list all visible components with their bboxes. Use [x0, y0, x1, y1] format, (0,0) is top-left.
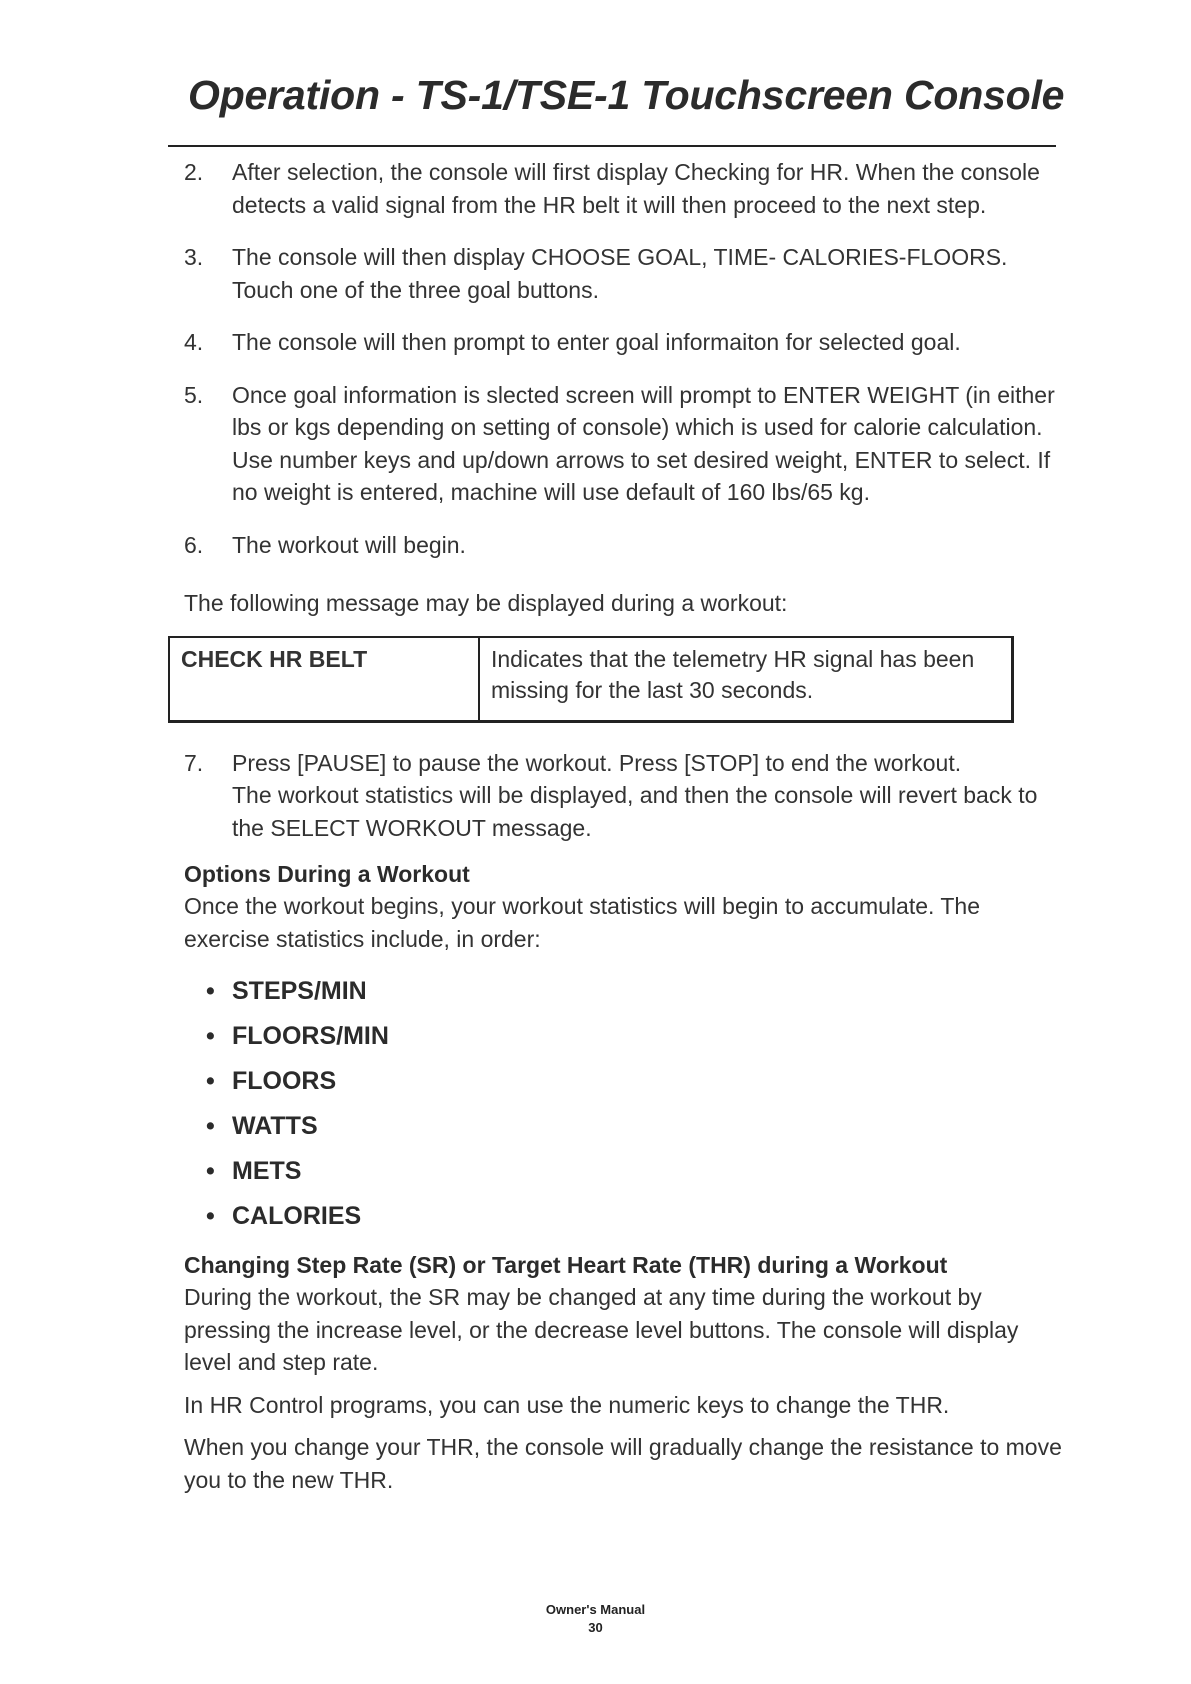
- statistics-list: [206, 969, 1064, 1239]
- step-number: 7.: [184, 749, 204, 776]
- message-description: Indicates that the telemetry HR signal has been missing for the last 30 seconds.: [491, 645, 975, 703]
- bullet-icon: •: [206, 1202, 215, 1230]
- stat-label: FLOORS: [232, 1067, 337, 1095]
- changing-paragraph-1: During the workout, the SR may be changed at any time during the workout by pressing the increase level, or the decrease level buttons. The console will display level and step rate.: [184, 1284, 1019, 1375]
- step-5: [184, 379, 1064, 509]
- step-3: [184, 241, 1064, 306]
- step-number: 5.: [184, 381, 204, 408]
- step-number: 4.: [184, 329, 204, 355]
- bullet-icon: •: [206, 1112, 215, 1140]
- page-number: 30: [588, 1620, 603, 1635]
- step-number: 6.: [184, 531, 204, 558]
- step-text: Press [PAUSE] to pause the workout. Press [STOP] to end the workout.: [232, 749, 962, 776]
- list-item: [206, 1059, 1064, 1104]
- stat-label: STEPS/MIN: [232, 977, 367, 1005]
- list-item: [206, 1014, 1064, 1059]
- page-title: Operation - TS-1/TSE-1 Touchscreen Console: [188, 72, 1065, 118]
- step-text: The console will then prompt to enter goal informaiton for selected goal.: [232, 329, 961, 355]
- title-divider: [168, 145, 1056, 147]
- bullet-icon: •: [206, 1157, 215, 1185]
- bullet-icon: •: [206, 1022, 215, 1050]
- step-text: Once goal information is slected screen will prompt to ENTER WEIGHT (in either lbs or kgs depending on setting of console) which is used for calorie calculation. Use number keys and up/down arrows to set desired weight, ENTER to select. If no weight is entered, machine will use default of 160 lbs/65 kg.: [232, 381, 1055, 505]
- step-number: 2.: [184, 159, 204, 185]
- stat-label: METS: [232, 1157, 302, 1185]
- options-body: Once the workout begins, your workout statistics will begin to accumulate. The exercise statistics include, in order:: [184, 893, 981, 952]
- changing-paragraph-2: In HR Control programs, you can use the numeric keys to change the THR.: [184, 1391, 950, 1418]
- changing-heading: Changing Step Rate (SR) or Target Heart Rate (THR) during a Workout: [184, 1252, 948, 1278]
- page-content: [181, 156, 1064, 1496]
- step-text-continued: The workout statistics will be displayed, and then the console will revert back to the SELECT WORKOUT message.: [232, 782, 1038, 841]
- step-2: [184, 156, 1064, 221]
- bullet-icon: •: [206, 977, 215, 1005]
- message-table: [168, 636, 1014, 723]
- step-number: 3.: [184, 244, 204, 270]
- changing-paragraph-3: When you change your THR, the console will gradually change the resistance to move you to the new THR.: [184, 1434, 1062, 1493]
- bullet-icon: •: [206, 1067, 215, 1095]
- list-item: [206, 969, 1064, 1014]
- table-row: [169, 637, 1013, 722]
- list-item: [206, 1149, 1064, 1194]
- list-item: [206, 1104, 1064, 1149]
- stat-label: CALORIES: [232, 1202, 362, 1230]
- step-6: [184, 529, 1064, 562]
- step-text: After selection, the console will first display Checking for HR. When the console detects a valid signal from the HR belt it will then proceed to the next step.: [232, 159, 1040, 218]
- list-item: [206, 1194, 1064, 1239]
- step-7: [184, 747, 1064, 845]
- message-intro: The following message may be displayed during a workout:: [184, 590, 788, 616]
- step-4: [184, 326, 1064, 359]
- message-code: CHECK HR BELT: [169, 637, 479, 722]
- stat-label: WATTS: [232, 1112, 318, 1140]
- footer-label: Owner's Manual: [545, 1602, 646, 1617]
- step-text: The console will then display CHOOSE GOAL, TIME- CALORIES-FLOORS. Touch one of the three goal buttons.: [232, 244, 1008, 303]
- options-heading: Options During a Workout: [184, 861, 470, 887]
- step-text: The workout will begin.: [232, 531, 466, 558]
- stat-label: FLOORS/MIN: [232, 1022, 389, 1050]
